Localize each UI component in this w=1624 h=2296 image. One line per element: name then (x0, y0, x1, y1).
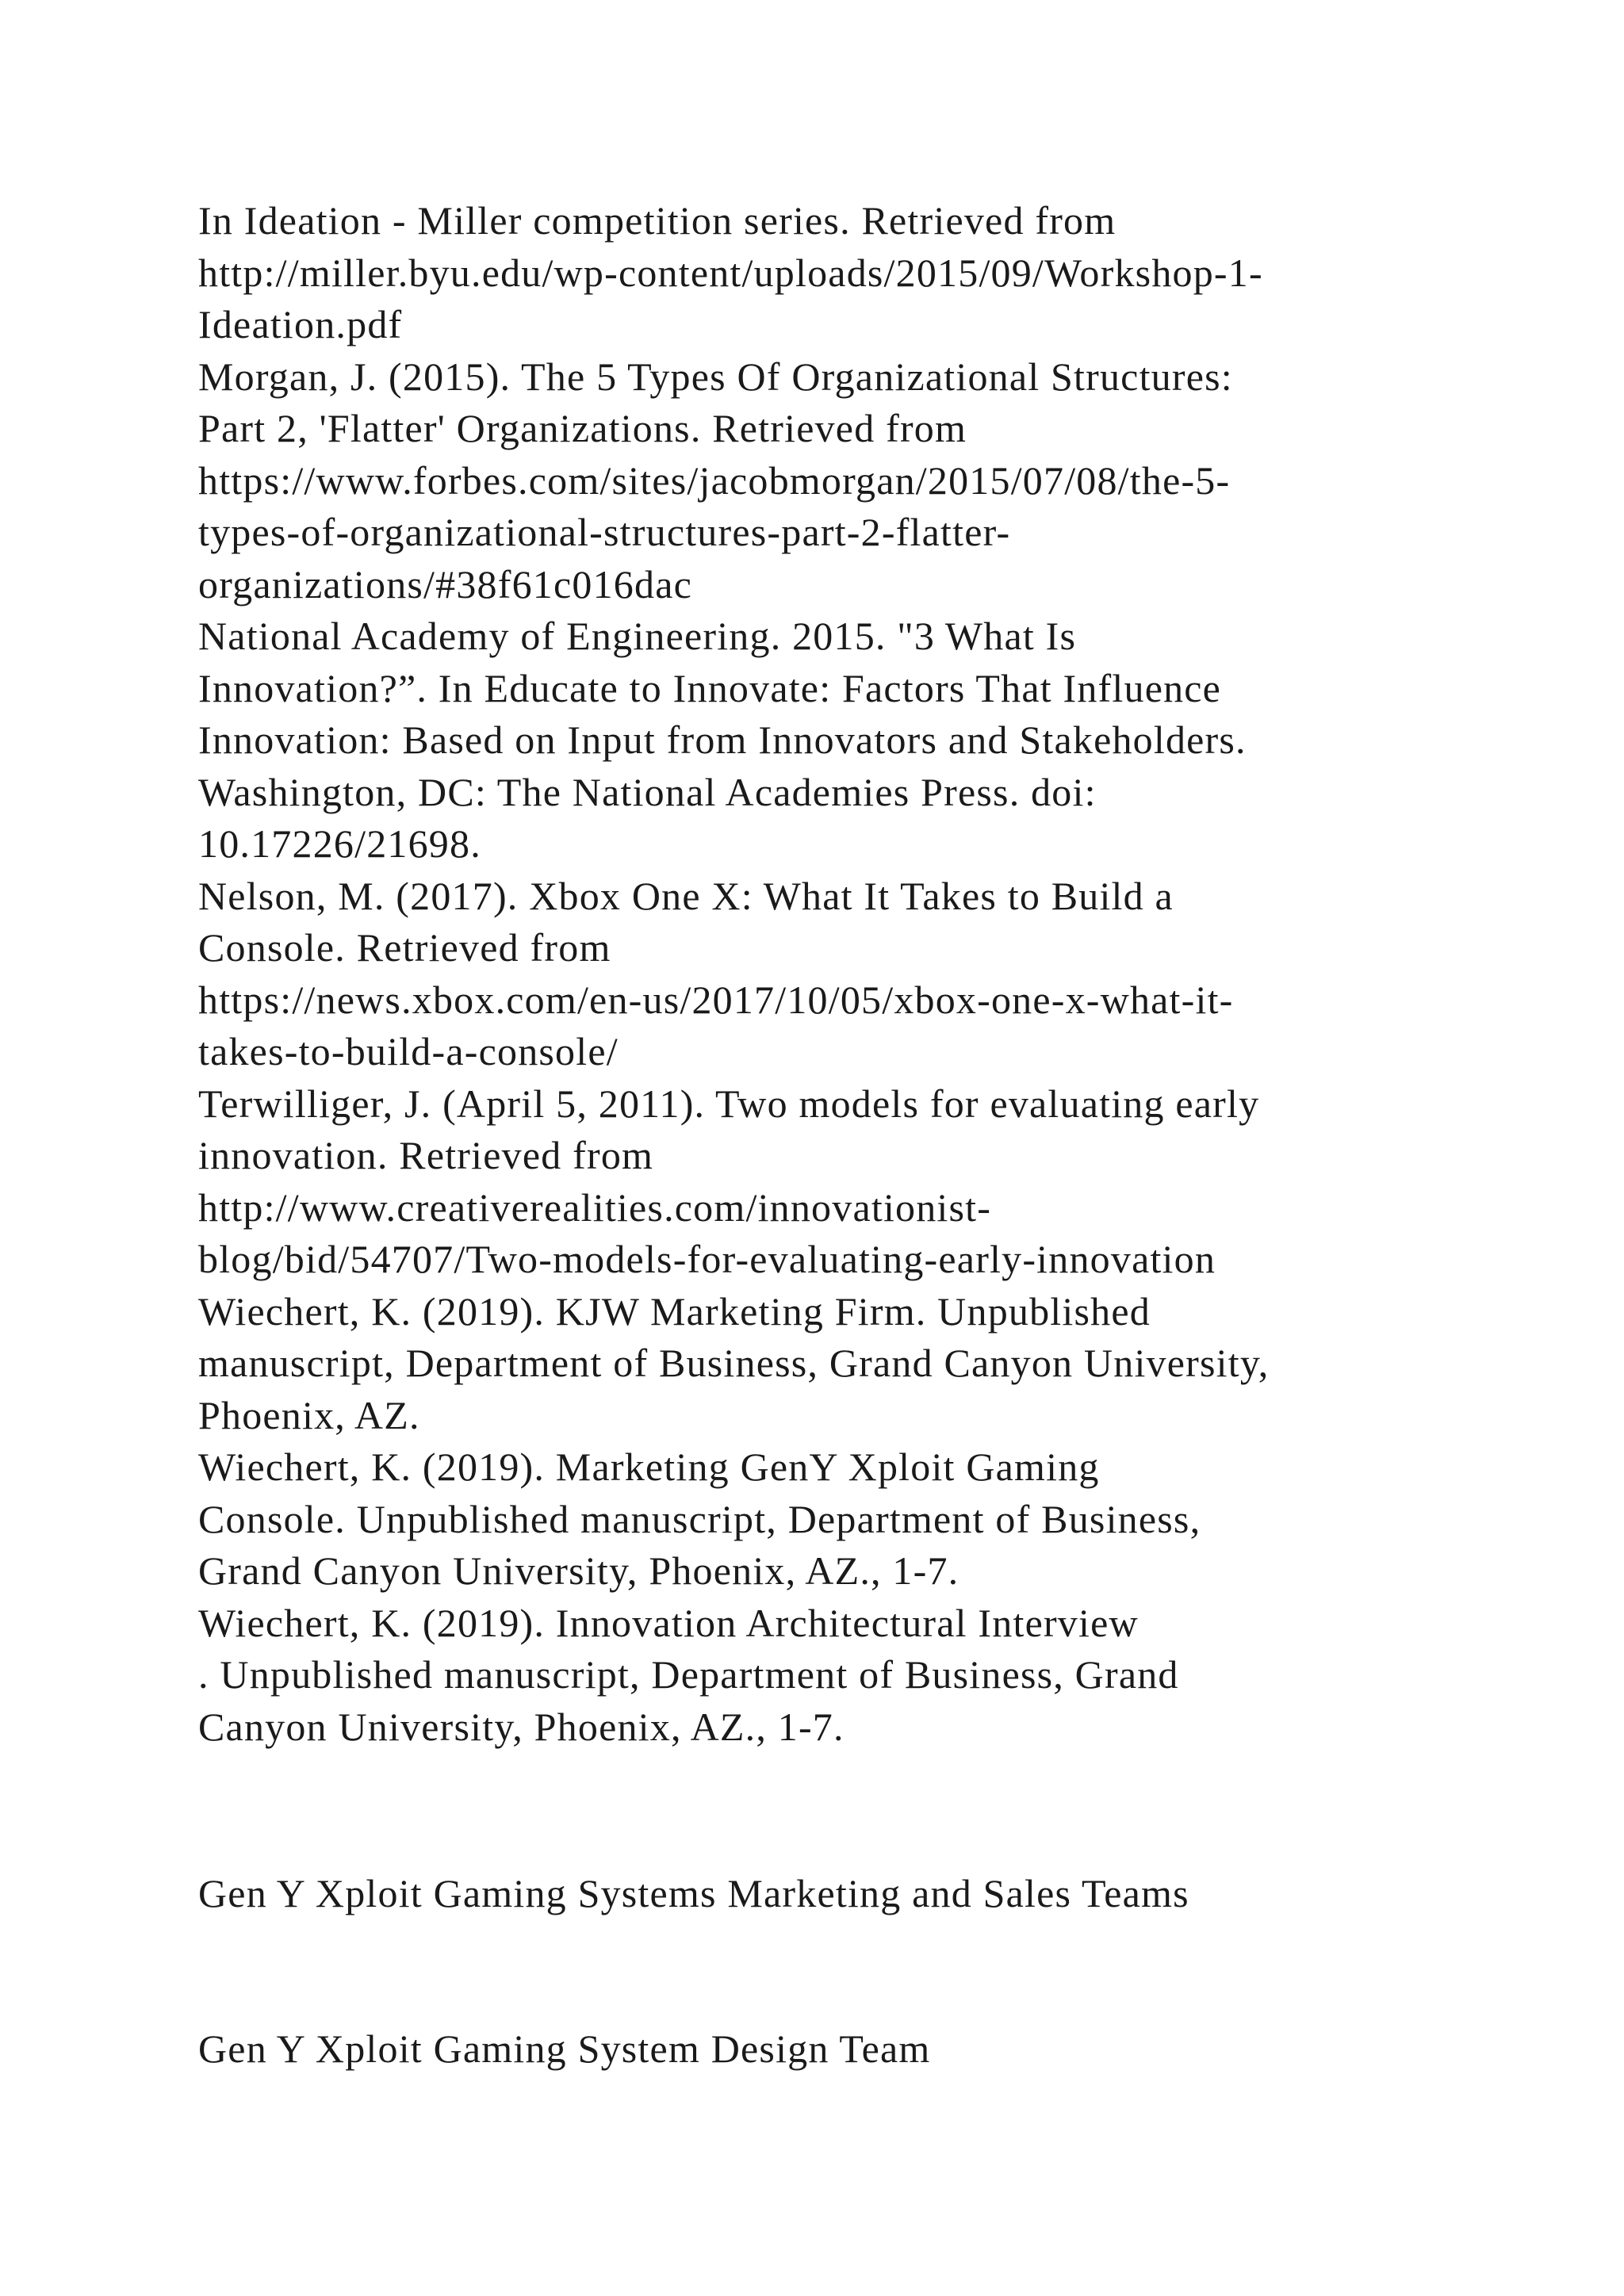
reference-line: Innovation?”. In Educate to Innovate: Factors That Influence (198, 665, 1222, 710)
reference-line: Terwilliger, J. (April 5, 2011). Two models for evaluating early (198, 1081, 1260, 1126)
reference-line: Wiechert, K. (2019). KJW Marketing Firm. Unpublished (198, 1288, 1151, 1334)
reference-line: Nelson, M. (2017). Xbox One X: What It Takes to Build a (198, 873, 1174, 918)
reference-line: Grand Canyon University, Phoenix, AZ., 1-7. (198, 1548, 959, 1593)
reference-line: http://www.creativerealities.com/innovationist- (198, 1184, 992, 1230)
reference-line: 10.17226/21698. (198, 821, 481, 866)
reference-line: Console. Unpublished manuscript, Department of Business, (198, 1496, 1201, 1541)
reference-line: https://www.forbes.com/sites/jacobmorgan/2015/07/08/the-5- (198, 457, 1231, 503)
section-heading-design-team: Gen Y Xploit Gaming System Design Team (198, 2026, 931, 2071)
reference-line: Wiechert, K. (2019). Marketing GenY Xploit Gaming (198, 1445, 1100, 1489)
reference-line: National Academy of Engineering. 2015. "3 What Is (198, 614, 1077, 658)
reference-line: takes-to-build-a-console/ (198, 1029, 619, 1073)
reference-line: Washington, DC: The National Academies Press. doi: (198, 769, 1097, 814)
reference-line: Morgan, J. (2015). The 5 Types Of Organizational Structures: (198, 354, 1233, 399)
reference-line: Canyon University, Phoenix, AZ., 1-7. (198, 1704, 845, 1749)
reference-line: Ideation.pdf (198, 302, 403, 346)
reference-line: Part 2, 'Flatter' Organizations. Retrieved from (198, 406, 967, 450)
reference-line: Phoenix, AZ. (198, 1392, 420, 1437)
reference-line: . Unpublished manuscript, Department of Business, Grand (198, 1652, 1179, 1697)
reference-line: manuscript, Department of Business, Grand Canyon University, (198, 1341, 1270, 1385)
reference-line: blog/bid/54707/Two-models-for-evaluating-early-innovation (198, 1237, 1216, 1281)
reference-line: Console. Retrieved from (198, 925, 611, 970)
reference-line: innovation. Retrieved from (198, 1133, 654, 1177)
reference-line: In Ideation - Miller competition series. Retrieved from (198, 198, 1116, 243)
reference-line: https://news.xbox.com/en-us/2017/10/05/xbox-one-x-what-it- (198, 977, 1234, 1022)
reference-line: http://miller.byu.edu/wp-content/uploads/2015/09/Workshop-1- (198, 250, 1263, 295)
reference-line: types-of-organizational-structures-part-2-flatter- (198, 510, 1011, 554)
reference-list (198, 195, 1546, 1753)
reference-line: organizations/#38f61c016dac (198, 561, 692, 607)
reference-line: Wiechert, K. (2019). Innovation Architectural Interview (198, 1600, 1139, 1645)
reference-line: Innovation: Based on Input from Innovators and Stakeholders. (198, 718, 1247, 762)
section-heading-marketing-sales: Gen Y Xploit Gaming Systems Marketing and Sales Teams (198, 1871, 1189, 1915)
